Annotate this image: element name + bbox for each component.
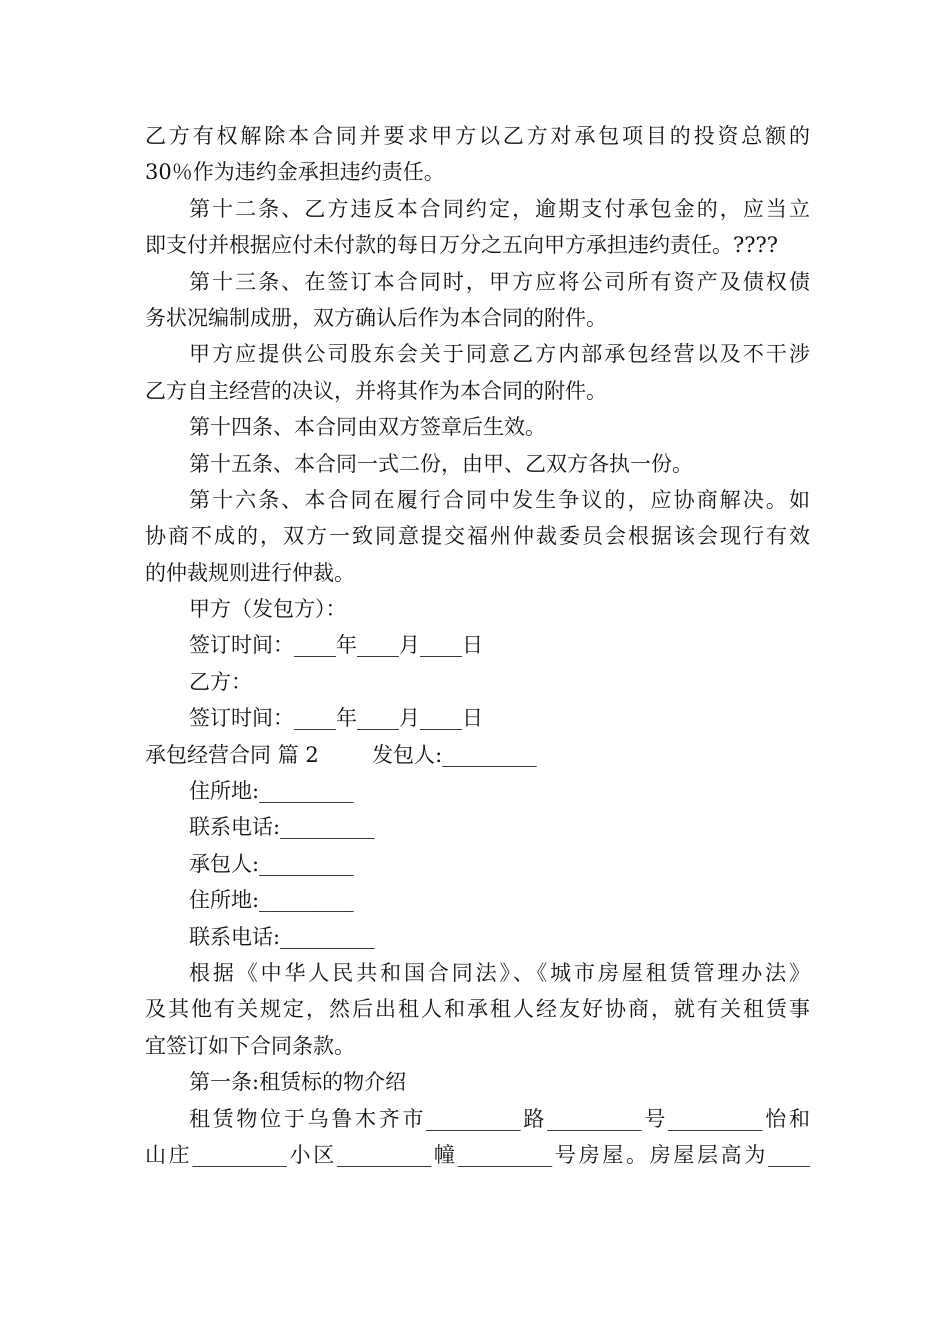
text-line: 宜签订如下合同条款。 [145,1033,355,1058]
text-line: 住所地:_________ [189,779,354,804]
text-line: 承包人:_________ [189,851,354,876]
text-line: 住所地:_________ [189,888,354,913]
text-line: 乙方自主经营的决议，并将其作为本合同的附件。 [145,378,607,403]
text-line: 第十三条、在签订本合同时，甲方应将公司所有资产及债权债 [189,269,810,294]
text-line: 乙方有权解除本合同并要求甲方以乙方对承包项目的投资总额的 [145,124,810,148]
contract-text [145,118,810,1173]
text-line: 即支付并根据应付未付款的每日万分之五向甲方承担违约责任。???? [145,233,779,258]
signature-date-a: 签订时间：____年____月____日 [189,633,483,658]
text-line: 协商不成的，双方一致同意提交福州仲裁委员会根据该会现行有效 [145,524,810,549]
signature-date-b: 签订时间：____年____月____日 [189,706,483,731]
text-line: 30％作为违约金承担违约责任。 [145,160,445,185]
text-line: 及其他有关规定，然后出租人和承租人经友好协商，就有关租赁事 [145,997,810,1022]
text-line: 甲方应提供公司股东会关于同意乙方内部承包经营以及不干涉 [189,342,810,367]
section-heading: 承包经营合同 篇 2 发包人:_________ [145,742,537,767]
text-line: 第十二条、乙方违反本合同约定，逾期支付承包金的，应当立 [189,196,810,221]
text-line: 的仲裁规则进行仲裁。 [145,560,355,585]
text-line: 根据《中华人民共和国合同法》、《城市房屋租赁管理办法》 [189,960,810,985]
signature-party-b: 乙方： [189,669,252,694]
text-line: 山庄_________小区_________幢_________号房屋。房屋层高为____ [145,1142,810,1167]
text-line: 第十六条、本合同在履行合同中发生争议的，应协商解决。如 [189,487,810,512]
text-line: 务状况编制成册，双方确认后作为本合同的附件。 [145,305,607,330]
signature-party-a: 甲方（发包方）： [189,597,347,622]
text-line: 第十四条、本合同由双方签章后生效。 [189,415,546,440]
text-line: 联系电话:_________ [189,924,375,949]
text-line: 联系电话:_________ [189,815,375,840]
text-line: 第十五条、本合同一式二份，由甲、乙双方各执一份。 [189,451,693,476]
text-line: 第一条:租赁标的物介绍 [189,1070,407,1095]
text-line: 租赁物位于乌鲁木齐市_________路_________号_________怡和 [189,1106,810,1131]
